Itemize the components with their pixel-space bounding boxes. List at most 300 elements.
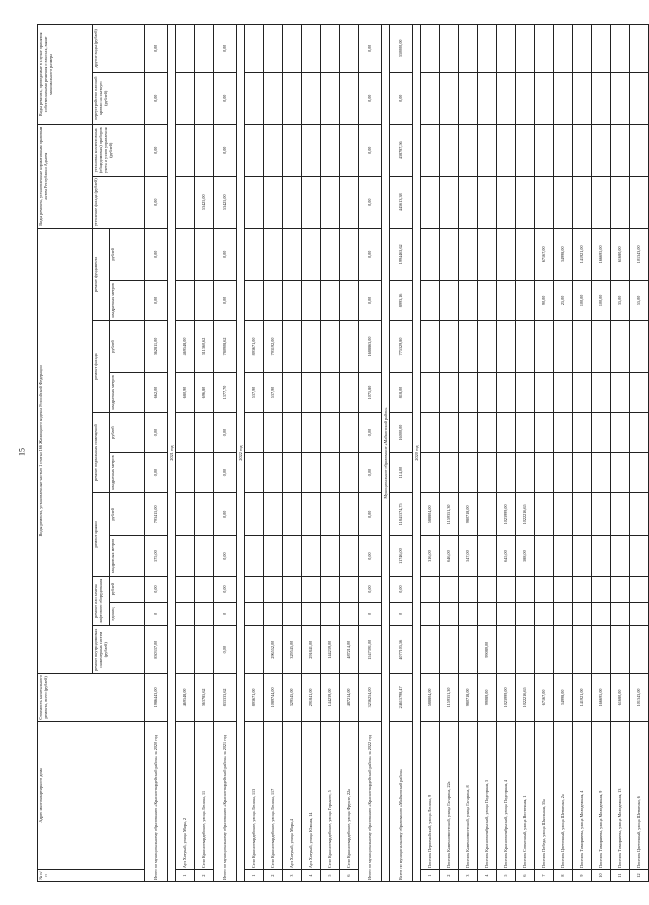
- row-address: Поселок Победа, улица Школьная, 35а: [535, 721, 554, 869]
- cell-value: [264, 72, 283, 124]
- cell-value: [459, 124, 478, 176]
- cell-value: 34998,00: [554, 674, 573, 722]
- cell-value: 0,00: [145, 176, 168, 228]
- cell-value: [497, 280, 516, 320]
- cell-value: [245, 602, 264, 626]
- cell-value: 469548,00: [176, 674, 195, 722]
- cell-value: 363785,62: [195, 674, 214, 722]
- cell-value: [321, 228, 340, 280]
- cell-value: [478, 576, 497, 602]
- cell-value: [535, 372, 554, 412]
- cell-value: [421, 176, 440, 228]
- cell-value: 0,00: [359, 228, 382, 280]
- cell-value: [611, 413, 630, 453]
- header-sqm: квадратных метров: [110, 453, 145, 493]
- table-row: [195, 25, 214, 882]
- cell-value: 3236254,00: [359, 674, 382, 722]
- cell-value: [516, 626, 535, 674]
- row-number: 6: [340, 870, 359, 882]
- cell-value: [302, 453, 321, 493]
- cell-value: [478, 493, 497, 536]
- cell-value: [611, 72, 630, 124]
- cell-value: [340, 372, 359, 412]
- header-units: единиц: [110, 602, 145, 626]
- cell-value: [630, 626, 649, 674]
- cell-value: [535, 320, 554, 372]
- cell-value: [630, 320, 649, 372]
- cell-value: [592, 176, 611, 228]
- cell-value: [340, 413, 359, 453]
- cell-value: [302, 493, 321, 536]
- cell-value: [459, 228, 478, 280]
- cell-value: [245, 493, 264, 536]
- header-rubles: рублей: [110, 228, 145, 280]
- cell-value: [497, 626, 516, 674]
- cell-value: 329545,00: [283, 626, 302, 674]
- cell-value: [592, 602, 611, 626]
- cell-value: [245, 72, 264, 124]
- cell-value: [176, 626, 195, 674]
- cell-value: [421, 576, 440, 602]
- cell-value: 0,00: [145, 576, 168, 602]
- cell-value: [302, 25, 321, 73]
- row-address: Аул Хатукай, улица Мира, 2: [176, 721, 195, 869]
- cell-value: 0,00: [359, 25, 382, 73]
- cell-value: [302, 372, 321, 412]
- cell-value: 1547391,00: [359, 626, 382, 674]
- row-number: 1: [421, 870, 440, 882]
- table-row: [516, 25, 535, 882]
- cell-value: [630, 176, 649, 228]
- cell-value: 575,00: [145, 536, 168, 576]
- cell-value: 329545,00: [283, 674, 302, 722]
- cell-value: 0,00: [359, 280, 382, 320]
- cell-value: [592, 536, 611, 576]
- cell-value: [497, 453, 516, 493]
- cell-value: [630, 124, 649, 176]
- cell-value: [630, 602, 649, 626]
- cell-value: 0,00: [359, 176, 382, 228]
- cell-value: 793415,00: [145, 493, 168, 536]
- section-heading-row: [237, 25, 245, 882]
- cell-value: 0,00: [145, 72, 168, 124]
- cell-value: [340, 320, 359, 372]
- cell-value: [421, 626, 440, 674]
- table-row: [535, 25, 554, 882]
- cell-value: [630, 413, 649, 453]
- cell-value: 833333,62: [214, 674, 237, 722]
- cell-value: [245, 25, 264, 73]
- section-heading: 2020 год: [413, 25, 421, 882]
- cell-value: [440, 280, 459, 320]
- cell-value: 34998,00: [554, 228, 573, 280]
- header-elevator: ремонт или замена лифтового оборудования: [93, 576, 110, 626]
- cell-value: 61680,00: [611, 228, 630, 280]
- cell-value: [573, 576, 592, 602]
- cell-value: 0,00: [214, 124, 237, 176]
- row-address: Село Красногвардейское, улица Ленина, 117: [264, 721, 283, 869]
- cell-value: [321, 576, 340, 602]
- cell-value: [554, 320, 573, 372]
- cell-value: [535, 453, 554, 493]
- total-row: [359, 25, 382, 882]
- cell-value: [459, 453, 478, 493]
- table-row: [573, 25, 592, 882]
- cell-value: [440, 25, 459, 73]
- cell-value: [592, 576, 611, 602]
- cell-value: 8993,16: [390, 280, 413, 320]
- cell-value: 0,00: [359, 453, 382, 493]
- page-number: 15: [17, 448, 27, 456]
- cell-value: [459, 576, 478, 602]
- cell-value: [421, 453, 440, 493]
- cell-value: 0,00: [214, 280, 237, 320]
- cell-value: [592, 493, 611, 536]
- cell-value: 818,00: [390, 372, 413, 412]
- cell-value: 100,00: [573, 280, 592, 320]
- cell-value: [516, 413, 535, 453]
- cell-value: [554, 493, 573, 536]
- cell-value: [440, 72, 459, 124]
- cell-value: [195, 72, 214, 124]
- row-address: Поселок Каменномостский, улица Гагарина, 22а: [440, 721, 459, 869]
- section-heading-row: [413, 25, 421, 882]
- table-row: [176, 25, 195, 882]
- cell-value: 100,00: [592, 280, 611, 320]
- row-address: Поселок Каменномостский, улица Гагарина, 8: [459, 721, 478, 869]
- cell-value: [516, 228, 535, 280]
- cell-value: [478, 25, 497, 73]
- cell-value: 67167,00: [535, 674, 554, 722]
- cell-value: 316,00: [421, 536, 440, 576]
- cell-value: [440, 176, 459, 228]
- cell-value: [302, 176, 321, 228]
- cell-value: [630, 536, 649, 576]
- cell-value: 0,00: [359, 413, 382, 453]
- table-body: [145, 25, 649, 882]
- cell-value: 0,00: [359, 493, 382, 536]
- cell-value: [340, 453, 359, 493]
- cell-value: 0: [145, 602, 168, 626]
- cell-value: [554, 626, 573, 674]
- cell-value: [478, 280, 497, 320]
- cell-value: [321, 453, 340, 493]
- cell-value: [573, 320, 592, 372]
- cell-value: 141921,00: [573, 228, 592, 280]
- cell-value: 144239,00: [321, 674, 340, 722]
- cell-value: [283, 280, 302, 320]
- table-row: [283, 25, 302, 882]
- cell-value: [554, 124, 573, 176]
- header-num: № п/п: [38, 870, 145, 882]
- cell-value: [245, 413, 264, 453]
- cell-value: [421, 372, 440, 412]
- cell-value: [264, 536, 283, 576]
- cell-value: 830337,00: [145, 626, 168, 674]
- cell-value: 445613,38: [390, 176, 413, 228]
- row-number: 4: [478, 870, 497, 882]
- cell-value: [478, 228, 497, 280]
- cell-value: [440, 228, 459, 280]
- cell-value: 1075,80: [359, 372, 382, 412]
- cell-value: 0,00: [214, 228, 237, 280]
- cell-value: 0,00: [214, 536, 237, 576]
- cell-value: [516, 576, 535, 602]
- cell-value: 646,00: [440, 536, 459, 576]
- cell-value: 537,90: [264, 372, 283, 412]
- cell-value: 696,80: [195, 372, 214, 412]
- cell-value: [516, 124, 535, 176]
- row-address: Аул Хатукай, улица Мира,4: [283, 721, 302, 869]
- cell-value: [283, 453, 302, 493]
- cell-value: 90,00: [535, 280, 554, 320]
- cell-value: [497, 576, 516, 602]
- header-rubles: рублей: [110, 320, 145, 372]
- cell-value: [195, 25, 214, 73]
- cell-value: [535, 413, 554, 453]
- cell-value: [340, 280, 359, 320]
- cell-value: 662,00: [145, 372, 168, 412]
- total-label: Итого по муниципальному образованию «Красногвардейский район» за 2020 год: [145, 721, 168, 881]
- cell-value: [195, 228, 214, 280]
- cell-value: [340, 228, 359, 280]
- table-row: [245, 25, 264, 882]
- row-address: Поселок Краснооктябрьский, улица Подгорная, 3: [478, 721, 497, 869]
- cell-value: [592, 72, 611, 124]
- row-number: 1: [176, 870, 195, 882]
- cell-value: [478, 413, 497, 453]
- cell-value: [302, 576, 321, 602]
- cell-value: [176, 602, 195, 626]
- cell-value: [283, 536, 302, 576]
- section-heading-row: [168, 25, 176, 882]
- row-address: Поселок Цветочный, улица Шевченко, 2а: [554, 721, 573, 869]
- cell-value: 166695,00: [592, 674, 611, 722]
- cell-value: 0,00: [359, 124, 382, 176]
- cell-value: [573, 176, 592, 228]
- repair-program-table: [37, 24, 649, 882]
- cell-value: [535, 602, 554, 626]
- total-label: Итого по муниципальному образованию «Красногвардейский район» за 2022 год: [359, 721, 382, 881]
- cell-value: [283, 72, 302, 124]
- header-insulation: утепление фасада (рублей): [93, 176, 145, 228]
- row-address: Поселок Тимирязева, улица Молодежная, 4: [573, 721, 592, 869]
- cell-value: [611, 576, 630, 602]
- cell-value: [497, 372, 516, 412]
- cell-value: [554, 413, 573, 453]
- cell-value: [440, 372, 459, 412]
- cell-value: [630, 25, 649, 73]
- cell-value: [195, 413, 214, 453]
- row-address: Поселок Тимирязева, улица Молодежная, 9: [592, 721, 611, 869]
- cell-value: 0,00: [145, 25, 168, 73]
- cell-value: [440, 320, 459, 372]
- cell-value: 311360,62: [195, 320, 214, 372]
- cell-value: 11746,00: [390, 536, 413, 576]
- cell-value: 67167,00: [535, 228, 554, 280]
- cell-value: [283, 413, 302, 453]
- cell-value: [176, 413, 195, 453]
- cell-value: [611, 602, 630, 626]
- cell-value: 55,00: [630, 280, 649, 320]
- cell-value: 101343,00: [630, 674, 649, 722]
- table-row: [592, 25, 611, 882]
- table-row: [440, 25, 459, 882]
- cell-value: [264, 176, 283, 228]
- cell-value: [421, 25, 440, 73]
- row-address: Поселок Совхозный, улица Восточная, 1: [516, 721, 535, 869]
- cell-value: [340, 536, 359, 576]
- cell-value: 0,00: [214, 453, 237, 493]
- cell-value: [497, 176, 516, 228]
- cell-value: [283, 576, 302, 602]
- cell-value: [283, 228, 302, 280]
- cell-value: 101343,00: [630, 228, 649, 280]
- cell-value: [459, 626, 478, 674]
- header-group-ra: Виды ремонта, установленные нормативным правовым актом Республики Адыгея: [38, 124, 93, 228]
- cell-value: [302, 320, 321, 372]
- cell-value: [176, 72, 195, 124]
- section-heading: 2021 год: [168, 25, 176, 882]
- cell-value: [245, 536, 264, 576]
- cell-value: [283, 493, 302, 536]
- cell-value: 0: [390, 602, 413, 626]
- cell-value: 793192,00: [264, 320, 283, 372]
- cell-value: [245, 124, 264, 176]
- cell-value: [573, 602, 592, 626]
- cell-value: [321, 536, 340, 576]
- row-address: Поселок Тимирязева, улица Молодежная, 13: [611, 721, 630, 869]
- cell-value: [340, 124, 359, 176]
- cell-value: 166695,00: [592, 228, 611, 280]
- cell-value: [592, 124, 611, 176]
- row-number: 4: [302, 870, 321, 882]
- cell-value: [440, 602, 459, 626]
- cell-value: 980718,00: [459, 674, 478, 722]
- cell-value: [321, 372, 340, 412]
- cell-value: [264, 280, 283, 320]
- cell-value: [283, 602, 302, 626]
- section-heading: Муниципальное образование «Майкопский район»: [382, 25, 390, 882]
- cell-value: [195, 280, 214, 320]
- cell-value: [264, 576, 283, 602]
- cell-value: [630, 453, 649, 493]
- cell-value: [573, 626, 592, 674]
- cell-value: [516, 320, 535, 372]
- cell-value: [592, 25, 611, 73]
- cell-value: 11841374,75: [390, 493, 413, 536]
- cell-value: [573, 536, 592, 576]
- cell-value: 114,00: [390, 453, 413, 493]
- total-label: Всего по муниципальному образованию «Майкопский район»: [390, 721, 413, 881]
- cell-value: [302, 228, 321, 280]
- cell-value: [440, 576, 459, 602]
- header-sqm: квадратных метров: [110, 372, 145, 412]
- cell-value: [516, 280, 535, 320]
- cell-value: [264, 453, 283, 493]
- cell-value: [573, 413, 592, 453]
- cell-value: [340, 176, 359, 228]
- cell-value: [176, 228, 195, 280]
- cell-value: [630, 372, 649, 412]
- cell-value: 1986443,00: [145, 674, 168, 722]
- cell-value: 53425,00: [195, 176, 214, 228]
- cell-value: [611, 372, 630, 412]
- table-row: [264, 25, 283, 882]
- row-number: 5: [497, 870, 516, 882]
- cell-value: [497, 320, 516, 372]
- cell-value: [176, 280, 195, 320]
- cell-value: 980718,00: [459, 493, 478, 536]
- cell-value: [630, 576, 649, 602]
- header-facade: ремонт фасада: [93, 320, 110, 412]
- cell-value: 438787,56: [390, 124, 413, 176]
- cell-value: [340, 576, 359, 602]
- cell-value: [302, 72, 321, 124]
- header-rubles: рублей: [110, 576, 145, 602]
- row-address: Поселок Краснооктябрьский, улица Подгорная, 4: [497, 721, 516, 869]
- cell-value: [535, 626, 554, 674]
- header-reconstruction: переустройство плоской кровли на скатную (рублей): [93, 72, 145, 124]
- cell-value: [176, 176, 195, 228]
- cell-value: 0,00: [214, 72, 237, 124]
- cell-value: 537,90: [245, 372, 264, 412]
- cell-value: [554, 602, 573, 626]
- cell-value: 0,00: [145, 228, 168, 280]
- cell-value: [421, 228, 440, 280]
- cell-value: [264, 228, 283, 280]
- cell-value: [554, 176, 573, 228]
- cell-value: [176, 453, 195, 493]
- cell-value: 4077105,56: [390, 626, 413, 674]
- header-total-cost: Стоимость капитального ремонта, всего (рублей): [38, 674, 145, 722]
- cell-value: 330000,00: [390, 25, 413, 73]
- cell-value: [535, 72, 554, 124]
- cell-value: 35,00: [611, 280, 630, 320]
- cell-value: [459, 72, 478, 124]
- header-basement: ремонт подвальных помещений: [93, 413, 110, 493]
- cell-value: [611, 493, 630, 536]
- cell-value: 0,00: [214, 25, 237, 73]
- row-number: 7: [535, 870, 554, 882]
- cell-value: [516, 25, 535, 73]
- cell-value: [264, 25, 283, 73]
- header-group-own: Виды ремонта, проводимые в случае принятия собственниками решения о взносах, выше минимального размера: [38, 25, 93, 125]
- cell-value: 487214,00: [340, 674, 359, 722]
- header-meters: установка коллективных (общедомовых) приборов учета и узлов управления (рублей): [93, 124, 145, 176]
- cell-value: 1089744,00: [264, 674, 283, 722]
- table-row: [459, 25, 478, 882]
- cell-value: 25,00: [554, 280, 573, 320]
- cell-value: 780908,62: [214, 320, 237, 372]
- header-address: Адрес многоквартирного дома: [38, 721, 145, 869]
- cell-value: [421, 602, 440, 626]
- cell-value: [195, 602, 214, 626]
- cell-value: [478, 602, 497, 626]
- cell-value: [321, 124, 340, 176]
- total-label: Итого по муниципальному образованию «Красногвардейский район» за 2021 год: [214, 721, 237, 881]
- cell-value: 296552,00: [264, 626, 283, 674]
- cell-value: 144239,00: [321, 626, 340, 674]
- header-group-166: Виды ремонта, установленные частью 1 статьи 166 Жилищного кодекса Российской Федерации: [38, 228, 93, 673]
- cell-value: [554, 372, 573, 412]
- cell-value: 588,00: [516, 536, 535, 576]
- cell-value: [176, 576, 195, 602]
- row-number: 11: [611, 870, 630, 882]
- cell-value: 0,00: [214, 576, 237, 602]
- cell-value: [516, 72, 535, 124]
- header-sqm: квадратных метров: [110, 280, 145, 320]
